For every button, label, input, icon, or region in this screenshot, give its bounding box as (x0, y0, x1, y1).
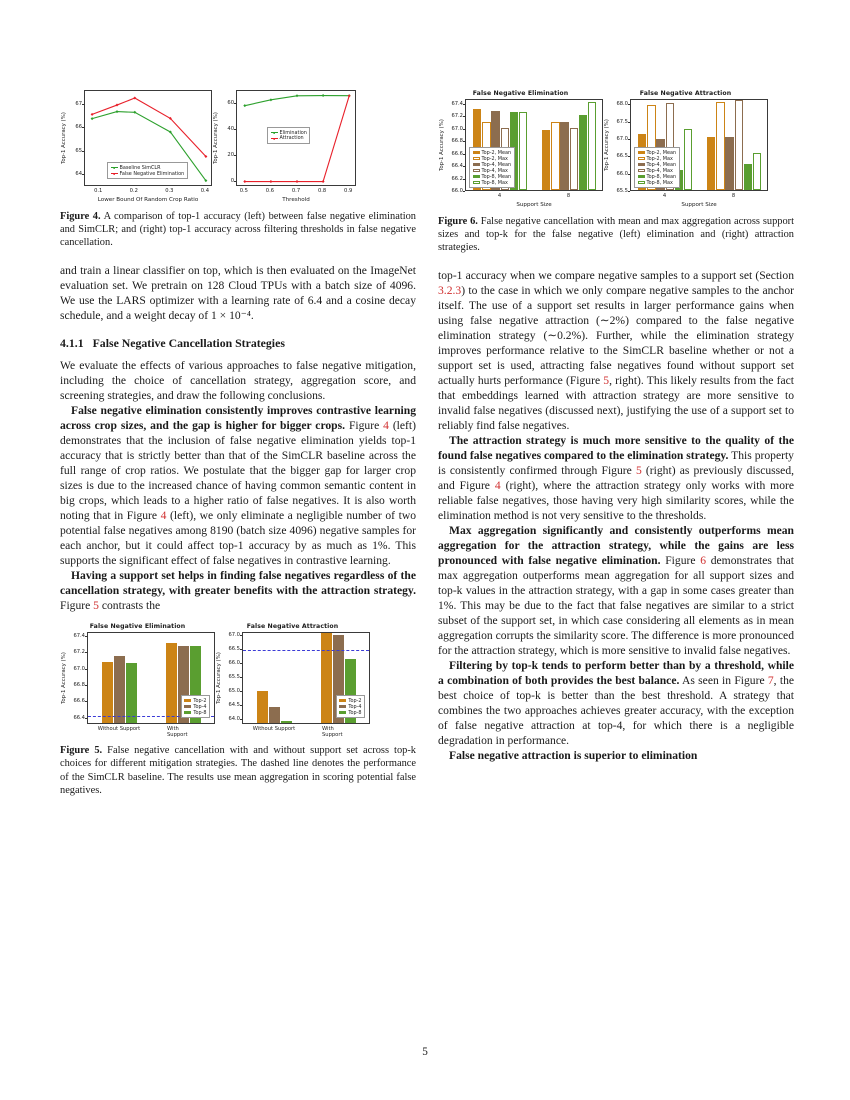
y-axis-ticks (223, 632, 242, 724)
right-p4-a: As seen in Figure (679, 673, 768, 687)
figure-6-left-chart (438, 90, 603, 208)
bar (281, 721, 292, 723)
y-tick-label: 66.8 (451, 138, 463, 145)
legend-label: Top-8 (193, 709, 207, 716)
x-tick-label: 0.1 (94, 188, 103, 194)
figure-4-left-chart (60, 90, 212, 203)
legend-swatch (473, 163, 480, 166)
figure-6-caption (438, 215, 794, 255)
legend-label: Attraction (279, 135, 304, 142)
figure-5-panels (60, 623, 416, 737)
plot-area (212, 90, 356, 186)
plot-area (60, 90, 212, 186)
bar (716, 102, 725, 190)
y-tick-label: 67.0 (616, 135, 628, 142)
y-axis-ticks (611, 99, 630, 194)
plot-area (603, 99, 768, 194)
x-axis (242, 724, 370, 737)
x-tick-label: 0.9 (344, 188, 353, 194)
left-paragraph-3-lead: False negative elimination consistently improves contrastive learning across crop sizes, and the gap is higher for bigger crops. (60, 403, 416, 432)
left-p3-b: (left) demonstrates that the inclusion of false negative elimination yields top-1 accuracy that is strictly better than that of the SimCLR baseline across the full range of crop ratios. We postulate that the bigger gap for larger crop sizes is due to the increased chance of having common semantic content in big crops, which leads to a higher ratio of false negatives. It is also worth noting that in Figure (60, 418, 416, 522)
plot-canvas (236, 90, 356, 186)
right-column (438, 90, 794, 797)
x-tick-label: 0.8 (317, 188, 327, 194)
bar (753, 153, 762, 190)
x-axis-label: Support Size (516, 202, 552, 208)
legend-swatch (111, 173, 118, 174)
plot-area (60, 632, 215, 724)
y-tick-label: 67.0 (73, 665, 85, 672)
chart-title: False Negative Attraction (246, 623, 339, 631)
figure-4-panels (60, 90, 416, 203)
y-axis-label: Top-1 Accuracy (%) (61, 112, 67, 164)
y-axis-ticks (68, 90, 84, 186)
legend-swatch (638, 151, 645, 154)
y-tick-label: 67.0 (451, 125, 463, 132)
x-tick-label: 0.5 (239, 188, 248, 194)
legend-swatch (184, 711, 191, 714)
legend-item (271, 135, 307, 141)
bar (257, 691, 268, 723)
left-p4-a: Figure (60, 598, 94, 612)
figure-5-caption-prefix: Figure 5. (60, 745, 103, 757)
y-tick-label: 68.0 (616, 101, 628, 108)
right-p4-b: , the best choice of top-k is better than the best threshold. A strategy that combines the two approaches achieves greater accuracy, with the exception of false negative attraction at top-4, for which there is a negligible degradation in performance. (438, 673, 795, 747)
figure-4-reference-1[interactable]: 4 (383, 418, 389, 432)
legend-swatch (638, 175, 645, 178)
x-tick-label: 0.3 (165, 188, 174, 194)
right-paragraph-2 (438, 433, 794, 523)
y-tick-label: 66.4 (73, 714, 85, 721)
y-axis-ticks (446, 99, 465, 194)
legend-label: Top-4 (193, 703, 207, 710)
bar (588, 102, 597, 190)
y-tick-label: 20 (227, 151, 234, 158)
y-axis-label: Top-1 Accuracy (%) (213, 112, 219, 164)
y-tick-label: 66.5 (228, 645, 240, 652)
legend-swatch (271, 132, 278, 133)
y-tick-label: 65.0 (228, 687, 240, 694)
chart-title: False Negative Elimination (472, 90, 569, 97)
y-tick-label: 67.2 (451, 113, 463, 120)
legend-swatch (184, 705, 191, 708)
y-tick-label: 60 (227, 99, 234, 106)
x-tick-label: With Support (322, 726, 343, 739)
y-tick-label: 66.6 (451, 150, 463, 157)
x-tick-label: 0.4 (200, 188, 209, 194)
y-tick-label: 66.0 (228, 659, 240, 666)
y-axis-label: Top-1 Accuracy (%) (216, 652, 222, 705)
figure-5-left-chart (60, 623, 215, 737)
x-axis (630, 191, 768, 204)
right-p2-b: (right) as previously discussed, and Figure (438, 463, 795, 492)
y-tick-label: 64 (75, 171, 82, 178)
legend-label: Baseline SimCLR (119, 164, 161, 171)
y-axis-label: Top-1 Accuracy (%) (604, 119, 610, 171)
section-number: 4.1.1 (60, 335, 84, 350)
legend-label: Top-8 (348, 709, 362, 716)
legend-label: Top-8, Mean (646, 173, 677, 180)
legend-label: Top-8, Mean (481, 173, 512, 180)
section-323-reference[interactable]: 3.2.3 (438, 283, 462, 297)
y-tick-label: 66.4 (451, 163, 463, 170)
bar (551, 122, 560, 190)
bar (560, 122, 569, 190)
plot-canvas (84, 90, 212, 186)
x-tick-label: 0.6 (265, 188, 275, 194)
figure-4-caption (60, 210, 416, 250)
bar (744, 164, 753, 190)
y-axis-ticks (220, 90, 236, 186)
figure-5-caption (60, 744, 416, 797)
left-paragraph-3 (60, 403, 416, 568)
legend-label: Top-2, Max (481, 155, 508, 162)
figure-4 (60, 90, 416, 250)
y-axis-label: Top-1 Accuracy (%) (61, 652, 67, 705)
figure-4-reference-2[interactable]: 4 (160, 508, 167, 522)
right-p3-b: demonstrates that max aggregation outperforms mean aggregation for all support sizes and top-k values in the attraction strategy, with a gap in some cases greater than 1%. This may be due to the fact that false negatives are similar to a strict subset of the support set, in which case considering all elements as in mean aggregation corrupts the similarity score. The difference is more pronounced for the attraction strategy, which is more sensitive to invalid false negatives. (438, 553, 794, 657)
chart-title: False Negative Attraction (639, 90, 732, 97)
legend-swatch (473, 175, 480, 178)
legend-label: Top-4, Max (481, 167, 508, 174)
x-axis (84, 186, 212, 199)
chart-legend (336, 695, 365, 718)
x-tick-label: With Support (167, 726, 188, 739)
left-paragraph-1 (60, 263, 416, 323)
baseline-dashed-line (243, 650, 369, 651)
legend-label: Top-4, Max (646, 167, 673, 174)
figure-4-caption-text: A comparison of top-1 accuracy (left) between false negative elimination and SimCLR; and (right) top-1 accuracy across filtering thresholds in false negative cancellation. (60, 211, 416, 249)
y-tick-label: 65 (75, 147, 82, 154)
plot-canvas (465, 99, 603, 191)
chart-legend (267, 127, 310, 144)
y-tick-label: 0 (230, 177, 234, 184)
right-p1-c: , right). This likely results from the fact that embeddings learned with attraction strategy are more sensitive to invalid false negatives (discussed next), justifying the use of a support set to reliably find false negatives. (438, 373, 794, 432)
legend-item (111, 171, 185, 177)
legend-label: Top-2, Mean (646, 149, 677, 156)
y-tick-label: 67.2 (73, 649, 85, 656)
right-paragraph-3 (438, 523, 794, 658)
right-p3-a: Figure (660, 553, 701, 567)
x-tick-label: Without Support (252, 726, 296, 733)
legend-swatch (271, 138, 278, 139)
y-axis-ticks (68, 632, 87, 724)
chart-title: False Negative Elimination (89, 623, 186, 631)
figure-6-right-chart (603, 90, 768, 208)
legend-swatch (638, 181, 645, 184)
plot-area (215, 632, 370, 724)
right-paragraph-5 (438, 748, 794, 763)
right-p2-c: (right), where the attraction strategy only works with more reliable false negatives, those having very high similarity scores, while the elimination method is not very sensitive to the thresholds. (438, 478, 794, 522)
y-tick-label: 64.5 (228, 701, 240, 708)
section-title: False Negative Cancellation Strategies (92, 335, 285, 350)
section-heading-411 (60, 336, 416, 351)
y-tick-label: 66.0 (451, 188, 463, 194)
legend-label: Elimination (279, 129, 307, 136)
legend-swatch (473, 181, 480, 184)
x-tick-label: 4 (662, 193, 667, 199)
legend-swatch (184, 699, 191, 702)
plot-canvas (87, 632, 215, 724)
bar (321, 633, 332, 724)
y-tick-label: 65.5 (228, 673, 240, 680)
legend-swatch (473, 151, 480, 154)
legend-label: Top-2 (348, 697, 362, 704)
legend-item (473, 180, 512, 186)
legend-label: Top-4, Mean (646, 161, 677, 168)
left-p3-a: Figure (345, 418, 384, 432)
right-paragraph-5-lead: False negative attraction is superior to elimination (449, 748, 698, 762)
right-paragraph-2-lead: The attraction strategy is much more sensitive to the quality of the found false negatives compared to the elimination strategy. (438, 433, 794, 462)
y-tick-label: 66.8 (73, 682, 85, 689)
left-paragraph-1-text: and train a linear classifier on top, which is then evaluated on the ImageNet evaluation set. We pretrain on 128 Cloud TPUs with a batch size of 4096. We use the LARS optimizer with a learning rate of 6.4 and a cosine decay schedule, and a weight decay of (60, 263, 416, 322)
bar (542, 130, 551, 190)
figure-4-right-chart (212, 90, 356, 203)
legend-swatch (339, 711, 346, 714)
y-tick-label: 66.6 (73, 698, 85, 705)
y-tick-label: 67.0 (228, 631, 240, 638)
left-p4-b: contrasts the (98, 598, 161, 612)
x-tick-label: 8 (731, 193, 736, 199)
plot-area (438, 99, 603, 194)
bar (735, 100, 744, 190)
figure-5-caption-text: False negative cancellation with and without support set across top-k choices for different mitigation strategies. The dashed line denotes the performance of the SimCLR baseline. The results use mean aggregation in scoring potential false negatives. (60, 745, 416, 796)
y-tick-label: 66.5 (616, 153, 628, 160)
figure-5-reference-p2[interactable]: 5 (635, 463, 642, 477)
figure-6-panels (438, 90, 794, 208)
x-axis-label: Threshold (282, 197, 310, 203)
bar (126, 663, 137, 723)
y-tick-label: 65.5 (616, 188, 628, 194)
bar (579, 115, 588, 190)
x-axis (465, 191, 603, 204)
bar (725, 137, 734, 190)
legend-label: Top-2, Mean (481, 149, 512, 156)
bar (114, 656, 125, 723)
left-paragraph-4-lead: Having a support set helps in finding false negatives regardless of the cancellation strategy, with greater benefits with the attraction strategy. (60, 568, 416, 597)
y-tick-label: 67.4 (73, 633, 85, 640)
figure-4-caption-prefix: Figure 4. (60, 211, 101, 222)
figure-5-right-chart (215, 623, 370, 737)
right-paragraph-4-lead: Filtering by top-k tends to perform better than by a threshold, while a combination of both provides the best balance. (438, 658, 794, 687)
legend-item (638, 180, 677, 186)
legend-item (339, 710, 361, 716)
y-tick-label: 66.2 (451, 175, 463, 182)
legend-label: Top-2 (193, 697, 207, 704)
x-tick-label: 8 (566, 193, 571, 199)
y-tick-label: 40 (227, 125, 234, 132)
two-column-layout (60, 90, 795, 797)
figure-5-reference-right[interactable]: 5 (603, 373, 610, 387)
x-tick-label: 0.2 (129, 188, 138, 194)
legend-swatch (339, 705, 346, 708)
figure-5-reference[interactable]: 5 (93, 598, 99, 612)
legend-swatch (111, 167, 118, 168)
y-tick-label: 67.4 (451, 100, 463, 107)
legend-label: False Negative Elimination (119, 170, 185, 177)
legend-swatch (638, 157, 645, 160)
legend-label: Top-8, Max (646, 179, 673, 186)
bar (519, 112, 528, 190)
legend-swatch (339, 699, 346, 702)
x-axis-label: Lower Bound Of Random Crop Ratio (97, 197, 199, 203)
bar (102, 662, 113, 723)
left-paragraph-2: We evaluate the effects of various approaches to false negative mitigation, including the choice of cancellation strategy, aggregation score, and screening strategies, and draw the following conclusions. (60, 358, 416, 402)
bar (684, 129, 693, 190)
legend-swatch (638, 169, 645, 172)
page-number: 5 (422, 1046, 428, 1058)
chart-legend (181, 695, 210, 718)
y-tick-label: 66.0 (616, 170, 628, 177)
figure-6-caption-prefix: Figure 6. (438, 216, 478, 227)
figure-6-caption-text: False negative cancellation with mean and max aggregation across support sizes and top-k for the false negative (left) elimination and (right) attraction strategies. (438, 216, 794, 254)
chart-legend (469, 147, 515, 188)
chart-legend (107, 162, 188, 179)
x-tick-label: Without Support (97, 726, 141, 733)
right-paragraph-3-lead: Max aggregation significantly and consistently outperforms mean aggregation for the attraction strategy, while the gains are less pronounced with false negative elimination. (438, 523, 794, 567)
chart-legend (634, 147, 680, 188)
bar (707, 137, 716, 190)
figure-7-reference[interactable]: 7 (767, 673, 774, 687)
y-tick-label: 67 (75, 101, 82, 108)
right-p2-a: This property is consistently confirmed through Figure (438, 448, 794, 477)
legend-swatch (473, 157, 480, 160)
legend-item (184, 710, 206, 716)
right-paragraph-1 (438, 268, 794, 433)
legend-swatch (638, 163, 645, 166)
figure-4-reference-p2[interactable]: 4 (494, 478, 501, 492)
legend-label: Top-2, Max (646, 155, 673, 162)
y-tick-label: 66 (75, 124, 82, 131)
left-paragraph-4 (60, 568, 416, 613)
weight-decay-math: 1 × 10⁻⁴ (210, 308, 251, 322)
right-p1-a: top-1 accuracy when we compare negative samples to a support set (Section (438, 268, 794, 282)
bar (570, 128, 579, 190)
figure-6 (438, 90, 794, 255)
legend-label: Top-4, Mean (481, 161, 512, 168)
figure-6-reference[interactable]: 6 (700, 553, 707, 567)
left-paragraph-1-end: . (250, 308, 254, 322)
x-tick-label: 0.7 (291, 188, 301, 194)
left-p3-c: (left), we only eliminate a negligible number of two potential false negatives among 8190 (batch size 4096) negative samples for each anchor, but it could affect top-1 accuracy by as much as 1%. This supports the significant effect of false negatives in contrastive learning. (60, 508, 416, 567)
plot-canvas (630, 99, 768, 191)
left-column (60, 90, 416, 797)
y-tick-label: 64.0 (228, 715, 240, 722)
plot-canvas (242, 632, 370, 724)
legend-label: Top-8, Max (481, 179, 508, 186)
legend-swatch (473, 169, 480, 172)
x-axis-label: Support Size (681, 202, 717, 208)
x-axis (87, 724, 215, 737)
bar (166, 643, 177, 723)
x-axis (236, 186, 356, 199)
right-paragraph-4 (438, 658, 794, 748)
legend-label: Top-4 (348, 703, 362, 710)
right-p1-b: ) to the case in which we only compare negative samples to the anchor itself. The use of a support set results in larger performance gains when using false negative attraction (∼2%) compared to the false negative elimination strategy (∼0.2%). Further, while the elimination strategy improves performance relative to the SimCLR baseline whether or not a support set is used, attracting false negatives found without support set actually hurts performance (Figure (438, 283, 794, 387)
bar (269, 707, 280, 723)
figure-5 (60, 623, 416, 797)
y-axis-label: Top-1 Accuracy (%) (439, 119, 445, 171)
y-tick-label: 67.5 (616, 118, 628, 125)
x-tick-label: 4 (497, 193, 502, 199)
